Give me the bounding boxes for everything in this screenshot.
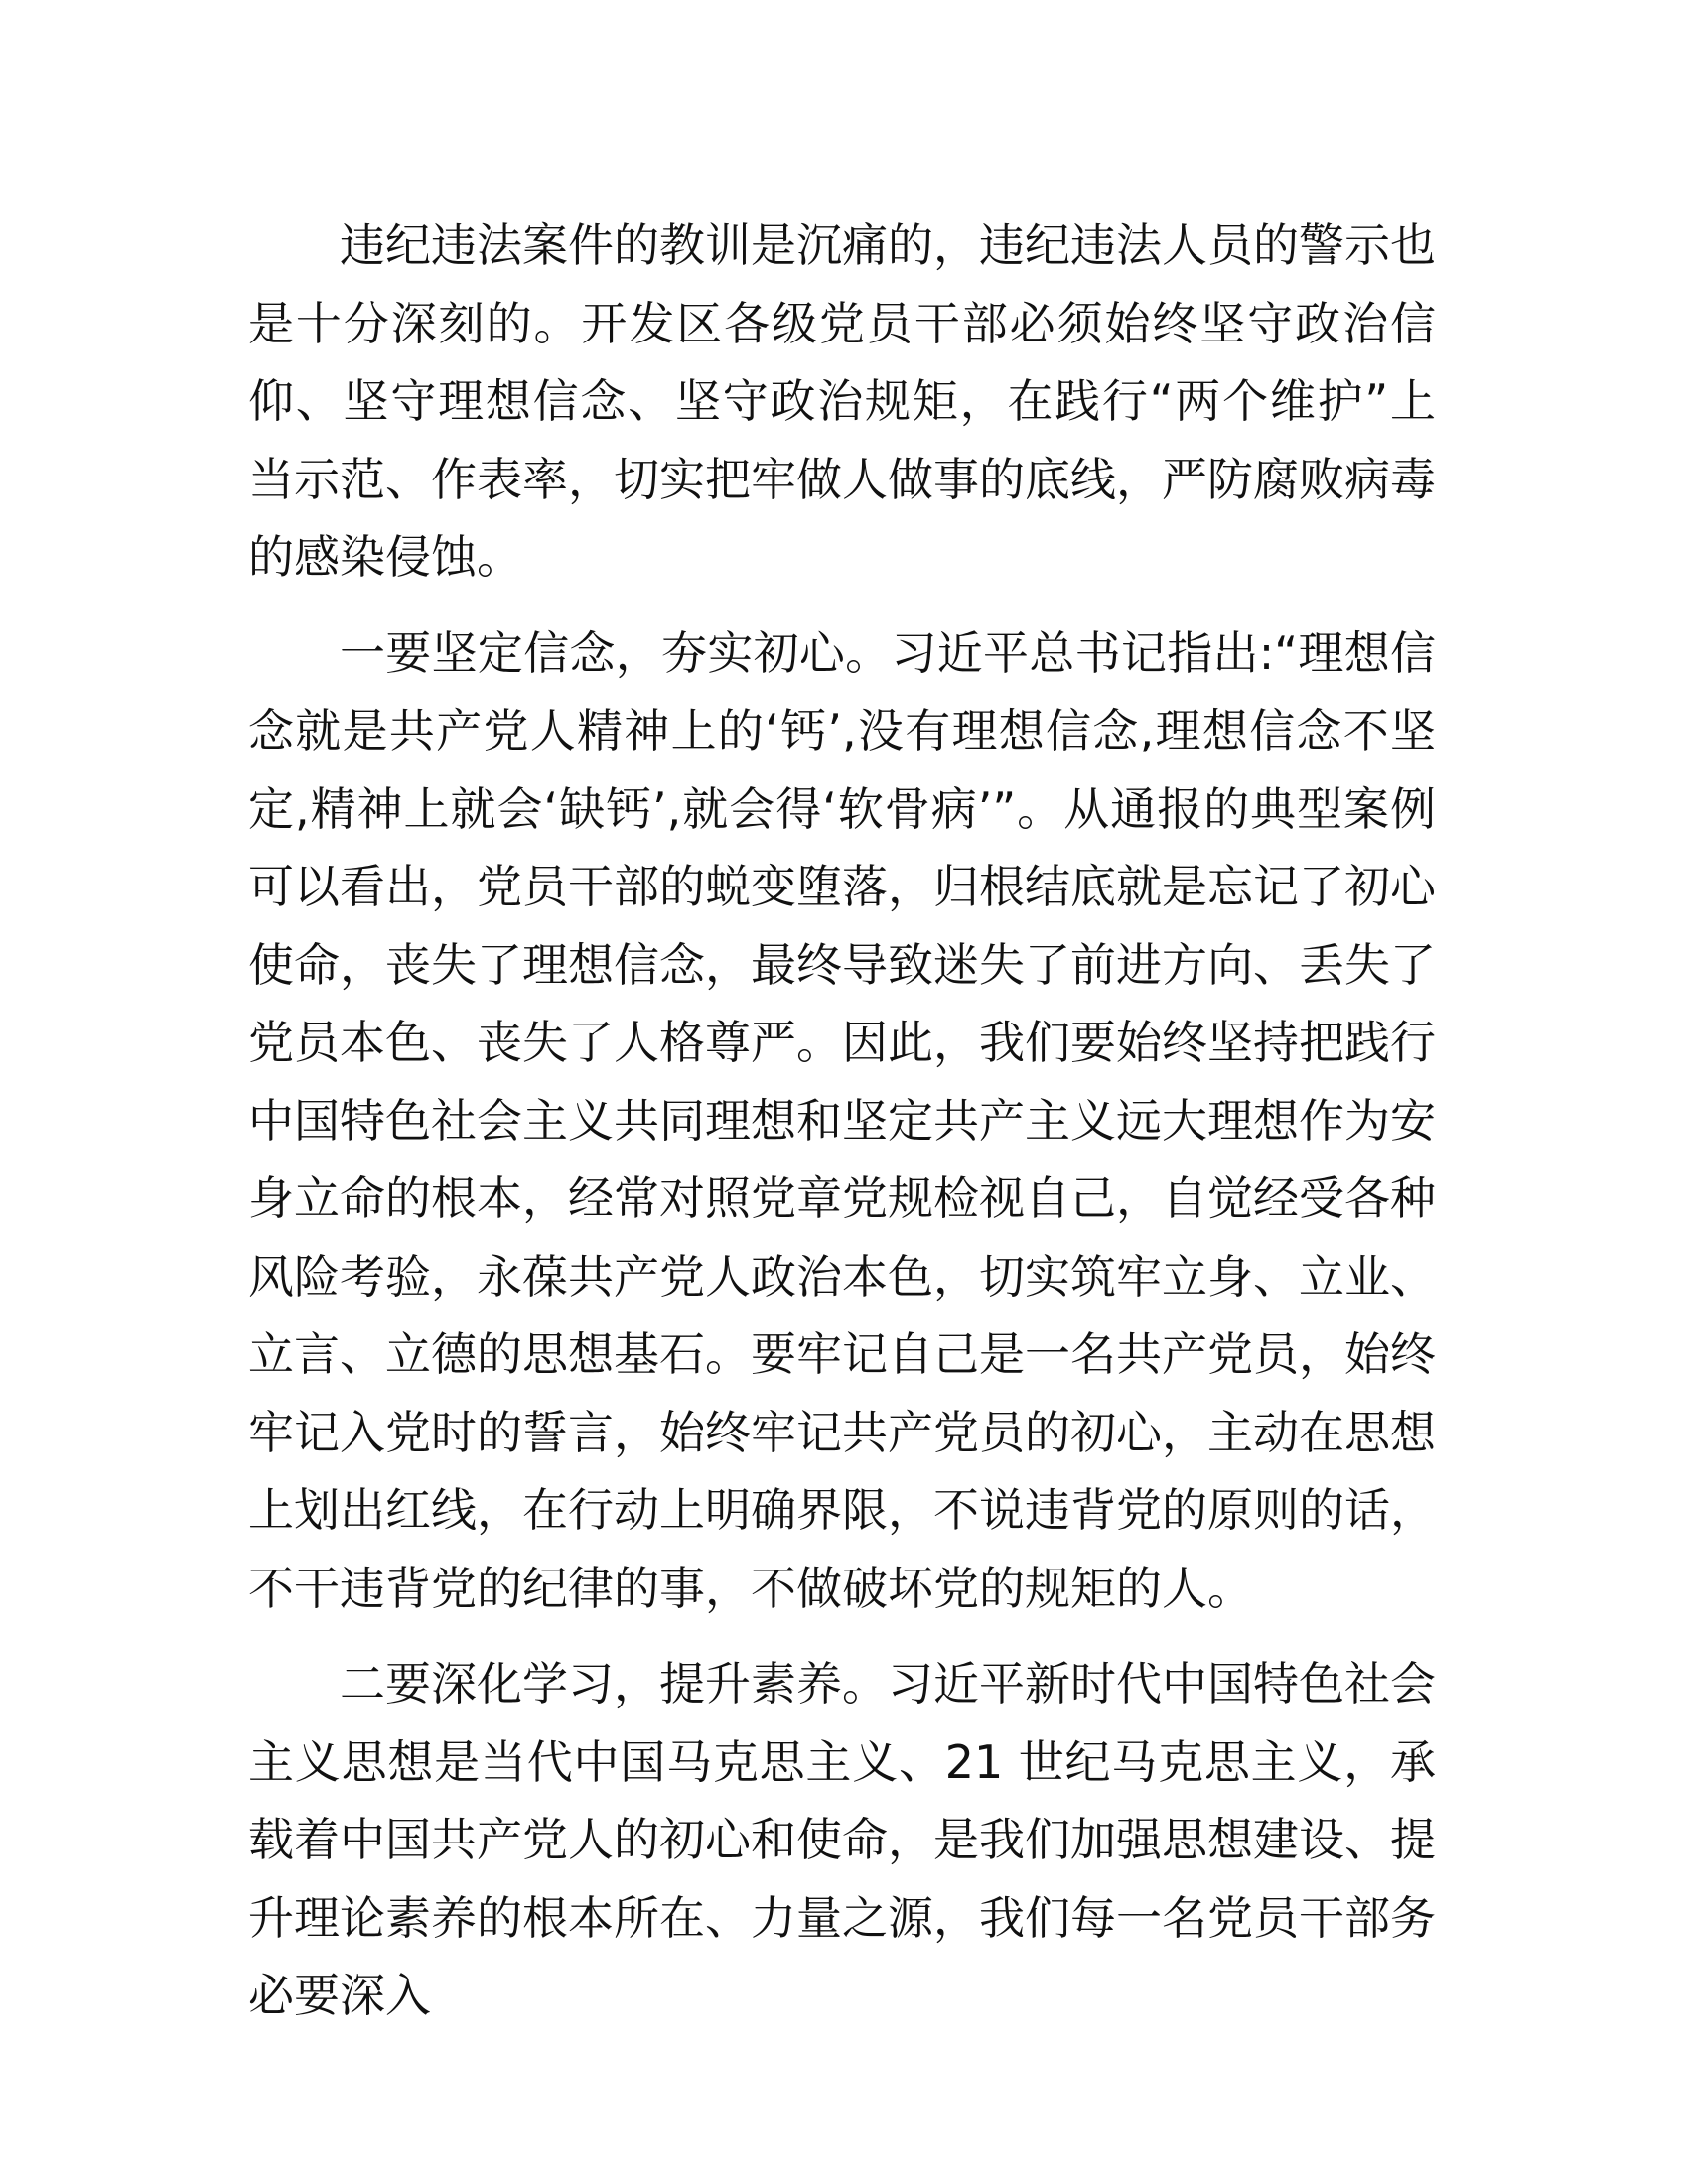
- document-body: [248, 206, 1436, 2035]
- paragraph-1: 违纪违法案件的教训是沉痛的，违纪违法人员的警示也是十分深刻的。开发区各级党员干部必须始终坚守政治信仰、坚守理想信念、坚守政治规矩，在践行“两个维护”上当示范、作表率，切实把牢做人做事的底线，严防腐败病毒的感染侵蚀。: [248, 218, 1436, 584]
- paragraph-2: 一要坚定信念，夯实初心。习近平总书记指出:“理想信念就是共产党人精神上的‘钙’,没有理想信念,理想信念不坚定,精神上就会‘缺钙’,就会得‘软骨病’”。从通报的典型案例可以看出，党员干部的蜕变堕落，归根结底就是忘记了初心使命，丧失了理想信念，最终导致迷失了前进方向、丢失了党员本色、丧失了人格尊严。因此，我们要始终坚持把践行中国特色社会主义共同理想和坚定共产主义远大理想作为安身立命的根本，经常对照党章党规检视自己，自觉经受各种风险考验，永葆共产党人政治本色，切实筑牢立身、立业、立言、立德的思想基石。要牢记自己是一名共产党员，始终牢记入党时的誓言，始终牢记共产党员的初心，主动在思想上划出红线，在行动上明确界限，不说违背党的原则的话，不干违背党的纪律的事，不做破坏党的规矩的人。: [248, 625, 1436, 1615]
- paragraph-spacing: [248, 1627, 1436, 1645]
- paragraph-spacing: [248, 597, 1436, 614]
- paragraph-3: 二要深化学习，提升素养。习近平新时代中国特色社会主义思想是当代中国马克思主义、21 世纪马克思主义，承载着中国共产党人的初心和使命，是我们加强思想建设、提升理论素养的根本所在、力量之源，我们每一名党员干部务必要深入: [248, 1657, 1436, 2022]
